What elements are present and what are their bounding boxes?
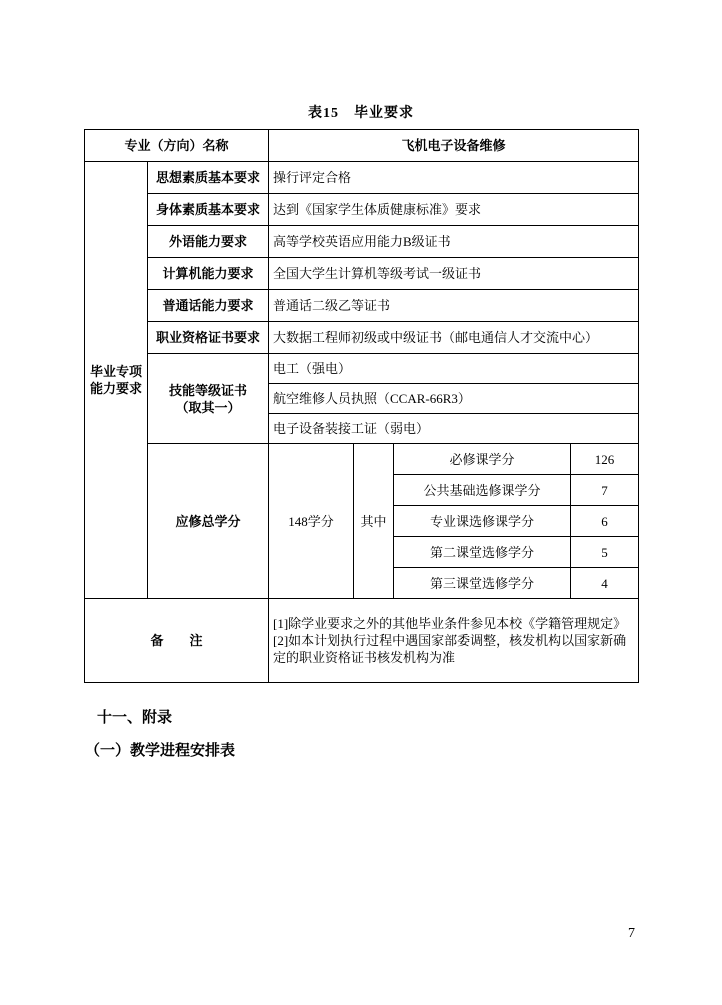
- credit-item-value: 5: [571, 537, 639, 568]
- credit-item-value: 126: [571, 444, 639, 475]
- table-row: [85, 194, 639, 226]
- credit-item-name: 必修课学分: [394, 444, 571, 475]
- remark-note-1: [1]除学业要求之外的其他毕业条件参见本校《学籍管理规定》: [273, 616, 627, 631]
- credit-item-name: 专业课选修课学分: [394, 506, 571, 537]
- table-row: [85, 322, 639, 354]
- table-row: [85, 354, 639, 384]
- section-heading-appendix: 十一、附录: [97, 709, 173, 726]
- skill-cert-option: 航空维修人员执照（CCAR-66R3）: [269, 384, 639, 414]
- credit-item-name: 第二课堂选修学分: [394, 537, 571, 568]
- credit-item-value: 7: [571, 475, 639, 506]
- skill-cert-option: 电子设备装接工证（弱电）: [269, 414, 639, 444]
- table-title: 表15 毕业要求: [308, 106, 414, 121]
- table-row: [85, 444, 639, 475]
- table-row: [85, 258, 639, 290]
- credit-item-value: 6: [571, 506, 639, 537]
- credit-item-name: 第三课堂选修学分: [394, 568, 571, 599]
- skill-cert-option: 电工（强电）: [269, 354, 639, 384]
- table-row: [85, 290, 639, 322]
- table-row: [85, 162, 639, 194]
- page-number: 7: [628, 926, 635, 941]
- requirement-label: 普通话能力要求: [148, 290, 269, 322]
- credits-total: 148学分: [269, 444, 354, 599]
- skill-cert-label: 技能等级证书 （取其一）: [148, 354, 269, 444]
- graduation-requirements-table: [84, 129, 639, 683]
- remark-note-2: [2]如本计划执行过程中遇国家部委调整，核发机构以国家新确定的职业资格证书核发机构为准: [273, 633, 627, 665]
- requirement-value: 操行评定合格: [269, 162, 639, 194]
- requirement-value: 高等学校英语应用能力B级证书: [269, 226, 639, 258]
- credits-label: 应修总学分: [148, 444, 269, 599]
- requirement-value: 大数据工程师初级或中级证书（邮电通信人才交流中心）: [269, 322, 639, 354]
- table-row: [85, 130, 639, 162]
- subsection-heading-schedule: （一）教学进程安排表: [85, 742, 236, 759]
- credit-item-value: 4: [571, 568, 639, 599]
- major-name-header: 专业（方向）名称: [85, 130, 269, 162]
- requirement-label: 思想素质基本要求: [148, 162, 269, 194]
- table-row: [85, 599, 639, 683]
- requirement-label: 身体素质基本要求: [148, 194, 269, 226]
- requirement-value: 全国大学生计算机等级考试一级证书: [269, 258, 639, 290]
- major-name-value: 飞机电子设备维修: [269, 130, 639, 162]
- credits-among-label: 其中: [354, 444, 394, 599]
- requirement-label: 计算机能力要求: [148, 258, 269, 290]
- table-row: [85, 226, 639, 258]
- remark-label: 备 注: [85, 599, 269, 683]
- requirement-label: 外语能力要求: [148, 226, 269, 258]
- requirement-label: 职业资格证书要求: [148, 322, 269, 354]
- credit-item-name: 公共基础选修课学分: [394, 475, 571, 506]
- group-label-special-ability: 毕业专项 能力要求: [85, 162, 148, 599]
- requirement-value: 普通话二级乙等证书: [269, 290, 639, 322]
- remark-notes: [269, 599, 639, 683]
- requirement-value: 达到《国家学生体质健康标准》要求: [269, 194, 639, 226]
